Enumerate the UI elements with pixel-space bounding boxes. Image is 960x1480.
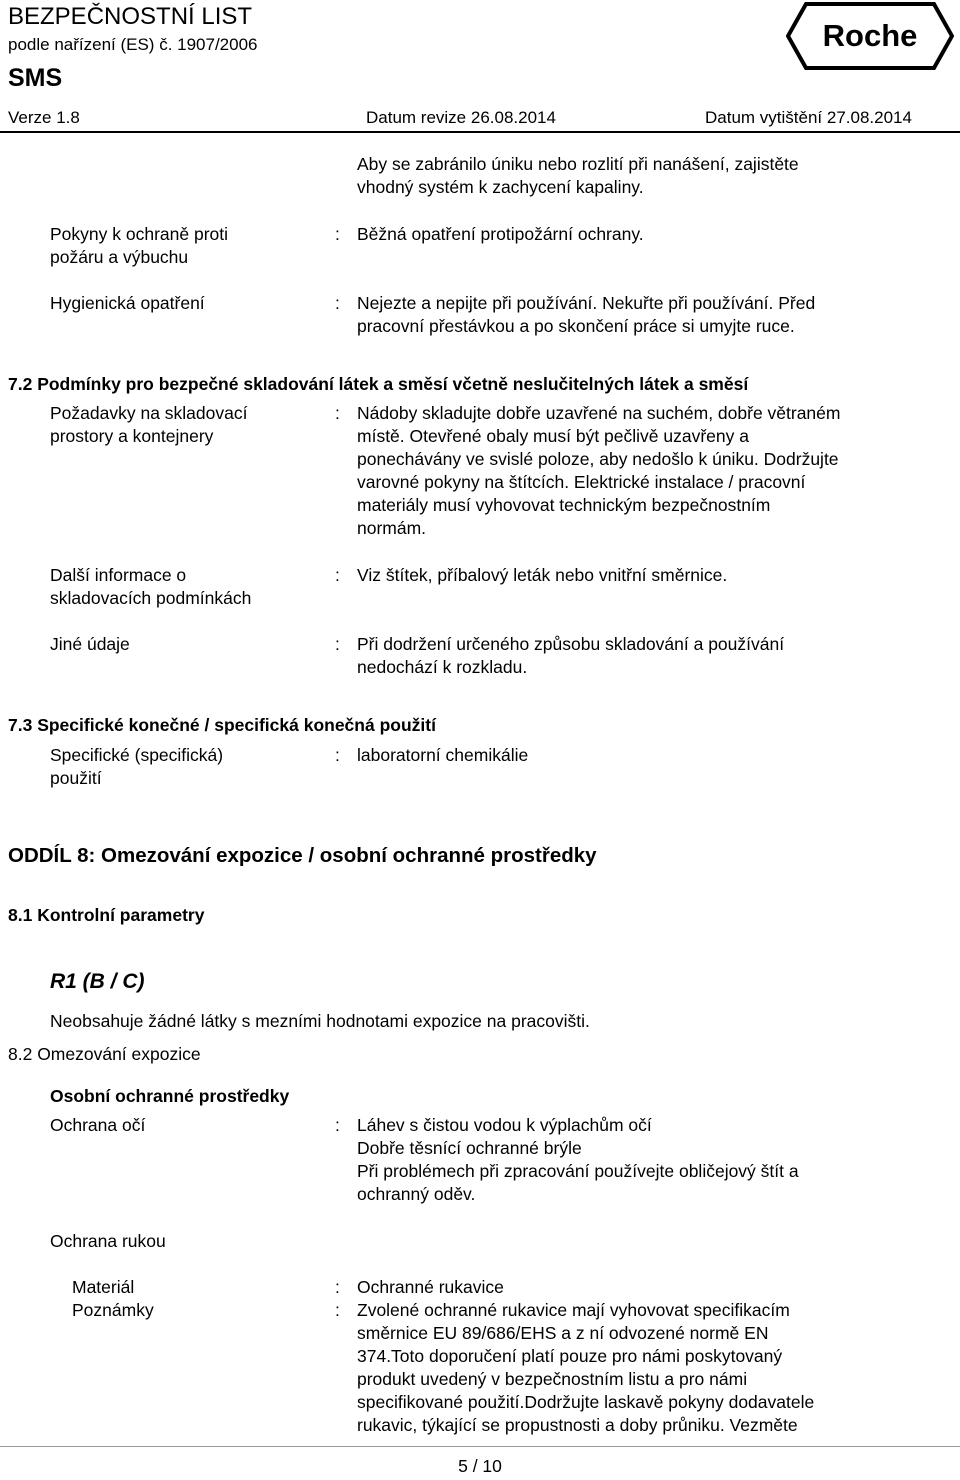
print-date: Datum vytištění 27.08.2014 <box>705 108 912 127</box>
footer-rule <box>0 1446 960 1447</box>
notes-value: Zvolené ochranné rukavice mají vyhovovat specifikacím směrnice EU 89/686/EHS a z ní odvozené normě EN 374.Toto doporučení platí pouze pro námi poskytovaný produkt uvedený v bezpečnostním listu a pro námi specifikované použití.Dodržujte laskavě pokyny dodavatele rukavic, týkající se propustnosti a doby průniku. Vezměte <box>357 1300 815 1435</box>
version: Verze 1.8 <box>8 108 80 127</box>
specific-use-label: Specifické (specifická) použití <box>50 745 224 788</box>
ppe-heading: Osobní ochranné prostředky <box>50 1086 290 1106</box>
storage-info-label: Další informace o skladovacích podmínkách <box>50 565 252 608</box>
colon: : <box>335 745 340 765</box>
section-7-2-heading: 7.2 Podmínky pro bezpečné skladování látek a směsí včetně neslučitelných látek a směsí <box>8 374 749 394</box>
colon: : <box>335 1277 340 1297</box>
material-value: Ochranné rukavice <box>357 1277 504 1297</box>
notes-label: Poznámky <box>72 1300 154 1320</box>
header-rule <box>0 131 960 133</box>
hygiene-value: Nejezte a nepijte při používání. Nekuřte při používání. Před pracovní přestávkou a po skončení práce si umyjte ruce. <box>357 293 816 336</box>
roche-logo <box>786 2 954 76</box>
other-data-value: Při dodržení určeného způsobu skladování a používání nedochází k rozkladu. <box>357 634 785 677</box>
eye-protection-label: Ochrana očí <box>50 1115 146 1135</box>
hygiene-label: Hygienická opatření <box>50 293 205 313</box>
handling-continuation: Aby se zabránilo úniku nebo rozlití při nanášení, zajistěte vhodný systém k zachycení kapaliny. <box>357 154 799 197</box>
other-data-label: Jiné údaje <box>50 634 130 654</box>
colon: : <box>335 634 340 654</box>
eye-protection-value: Láhev s čistou vodou k výplachům očí Dobře těsnící ochranné brýle Při problémech při zpracování používejte obličejový štít a ochranný oděv. <box>357 1115 799 1204</box>
section-8-title: ODDÍL 8: Omezování expozice / osobní ochranné prostředky <box>8 844 597 867</box>
colon: : <box>335 224 340 244</box>
section-8-2-heading: 8.2 Omezování expozice <box>8 1044 201 1064</box>
colon: : <box>335 293 340 313</box>
specific-use-value: laboratorní chemikálie <box>357 745 529 765</box>
regulation-subtitle: podle nařízení (ES) č. 1907/2006 <box>8 35 258 54</box>
material-label: Materiál <box>72 1277 135 1297</box>
hand-protection-label: Ochrana rukou <box>50 1231 166 1251</box>
fire-protection-value: Běžná opatření protipožární ochrany. <box>357 224 644 244</box>
section-7-3-heading: 7.3 Specifické konečné / specifická konečná použití <box>8 715 436 735</box>
colon: : <box>335 565 340 585</box>
colon: : <box>335 403 340 423</box>
storage-requirements-label: Požadavky na skladovací prostory a kontejnery <box>50 403 248 446</box>
svg-text:Roche: Roche <box>822 18 918 53</box>
revision-date: Datum revize 26.08.2014 <box>366 108 556 127</box>
document-title: BEZPEČNOSTNÍ LIST <box>8 3 253 30</box>
product-heading: R1 (B / C) <box>50 970 145 993</box>
colon: : <box>335 1300 340 1320</box>
fire-protection-label: Pokyny k ochraně proti požáru a výbuchu <box>50 224 229 267</box>
storage-info-value: Viz štítek, příbalový leták nebo vnitřní směrnice. <box>357 565 728 585</box>
product-name: SMS <box>8 64 63 92</box>
page-number: 5 / 10 <box>458 1456 502 1476</box>
colon: : <box>335 1115 340 1135</box>
no-limits-text: Neobsahuje žádné látky s mezními hodnotami expozice na pracovišti. <box>50 1011 590 1031</box>
section-8-1-heading: 8.1 Kontrolní parametry <box>8 905 205 925</box>
storage-requirements-value: Nádoby skladujte dobře uzavřené na suchém, dobře větraném místě. Otevřené obaly musí být pečlivě uzavřeny a ponechávány ve svislé poloze, aby nedošlo k úniku. Dodržujte varovné pokyny na štítcích. Elektrické instalace / pracovní materiály musí vyhovovat technickým bezpečnostním normám. <box>357 403 841 538</box>
